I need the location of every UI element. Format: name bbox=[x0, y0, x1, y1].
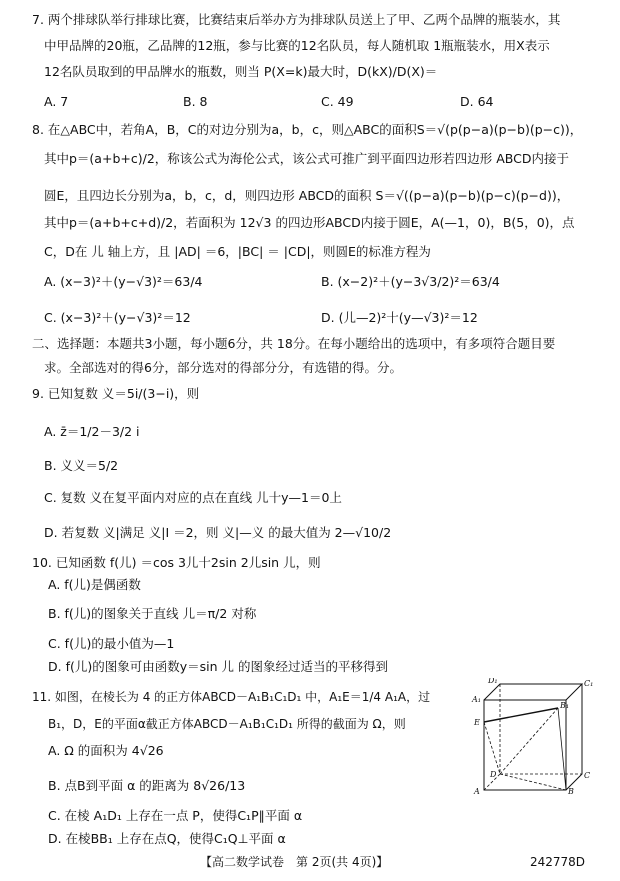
q10-option-c: C. f(儿)的最小值为—1 bbox=[48, 636, 175, 651]
label-b1: B₁ bbox=[560, 701, 570, 710]
q9-option-c: C. 复数 义在复平面内对应的点在直线 儿十y—1＝0上 bbox=[44, 490, 342, 505]
label-c1: C₁ bbox=[584, 679, 594, 688]
q10-stem: 10. 已知函数 f(儿) ＝cos 3儿十2sin 2儿sin 儿，则 bbox=[32, 555, 321, 570]
section-line-e-d bbox=[484, 722, 500, 774]
q7-line-1: 7. 两个排球队举行排球比赛，比赛结束后举办方为排球队员送上了甲、乙两个品牌的瓶装水，其 bbox=[32, 12, 561, 27]
label-a: A bbox=[474, 787, 480, 796]
q8-line-4: 其中p＝(a+b+c+d)/2，若面积为 12√3 的四边形ABCD内接于圆E，A(—1，0)，B(5，0)，点 bbox=[44, 215, 575, 230]
cube-right-edges bbox=[566, 684, 582, 790]
q10-option-a: A. f(儿)是偶函数 bbox=[48, 577, 141, 592]
q10-option-b: B. f(儿)的图象关于直线 儿＝π/2 对称 bbox=[48, 606, 257, 621]
q8-option-a: A. (x−3)²＋(y−√3)²＝63/4 bbox=[44, 274, 203, 289]
q11-line-2: B₁，D，E的平面α截正方体ABCD－A₁B₁C₁D₁ 所得的截面为 Ω，则 bbox=[48, 717, 406, 731]
q11-line-1: 11. 如图，在棱长为 4 的正方体ABCD－A₁B₁C₁D₁ 中，A₁E＝1/4 A₁A，过 bbox=[32, 690, 431, 704]
q8-option-d: D. (儿—2)²十(y—√3)²＝12 bbox=[321, 310, 478, 325]
q7-option-b: B. 8 bbox=[183, 94, 208, 109]
q10-option-d: D. f(儿)的图象可由函数y＝sin 儿 的图象经过适当的平移得到 bbox=[48, 659, 388, 674]
q8-option-c: C. (x−3)²＋(y−√3)²＝12 bbox=[44, 310, 191, 325]
section2-line-1: 二、选择题：本题共3小题，每小题6分，共 18分。在每小题给出的选项中，有多项符合题目要 bbox=[32, 336, 556, 351]
q7-line-3: 12名队员取到的甲品牌水的瓶数，则当 P(X=k)最大时，D(kX)/D(X)＝ bbox=[44, 64, 438, 79]
section-line-b1-b bbox=[558, 708, 566, 790]
q9-option-d: D. 若复数 义|满足 义|I ＝2，则 义|—义 的最大值为 2—√10/2 bbox=[44, 525, 392, 540]
q8-line-2: 其中p＝(a+b+c)/2，称该公式为海伦公式，该公式可推广到平面四边形若四边形 ABCD内接于 bbox=[44, 151, 570, 166]
q11-option-b: B. 点B到平面 α 的距离为 8√26/13 bbox=[48, 778, 246, 793]
label-e: E bbox=[474, 718, 480, 727]
q7-line-2: 中甲品牌的20瓶，乙品牌的12瓶，参与比赛的12名队员，每人随机取 1瓶瓶装水，用X表示 bbox=[44, 38, 550, 53]
cube-top-edges bbox=[484, 684, 582, 700]
q8-line-1: 8. 在△ABC中，若角A，B，C的对边分别为a，b，c，则△ABC的面积S＝√(p(p−a)(p−b)(p−c))， bbox=[32, 122, 583, 137]
q11-option-a: A. Ω 的面积为 4√26 bbox=[48, 743, 164, 758]
cube-diagram bbox=[470, 678, 598, 796]
q8-option-b: B. (x−2)²＋(y−3√3/2)²＝63/4 bbox=[321, 274, 500, 289]
q9-option-b: B. 义义＝5/2 bbox=[44, 458, 119, 473]
q9-option-a: A. z̄＝1/2－3/2 i bbox=[44, 424, 140, 439]
q11-option-c: C. 在棱 A₁D₁ 上存在一点 P，使得C₁P∥平面 α bbox=[48, 808, 303, 823]
q7-option-d: D. 64 bbox=[460, 94, 494, 109]
q7-option-a: A. 7 bbox=[44, 94, 69, 109]
label-a1: A₁ bbox=[472, 695, 481, 704]
section-line-e-b1 bbox=[484, 708, 558, 722]
q8-line-3: 圆E，且四边长分别为a，b，c，d，则四边形 ABCD的面积 S＝√((p−a)(p−b)(p−c)(p−d))， bbox=[44, 188, 570, 203]
q9-stem: 9. 已知复数 义＝5i/(3−i)，则 bbox=[32, 386, 200, 401]
label-b: B bbox=[568, 787, 574, 796]
label-d: D bbox=[490, 770, 497, 779]
label-d1: D₁ bbox=[488, 678, 498, 685]
q8-line-5: C，D在 儿 轴上方，且 |AD| ＝6，|BC| ＝ |CD|，则圆E的标准方程为 bbox=[44, 244, 431, 259]
section-line-d-b bbox=[500, 774, 566, 790]
footer-code: 242778D bbox=[530, 855, 586, 869]
footer-title: 【高二数学试卷 第 2页(共 4页)】 bbox=[200, 855, 389, 869]
section2-line-2: 求。全部选对的得6分，部分选对的得部分分，有选错的得。分。 bbox=[44, 360, 402, 375]
cube-figure bbox=[470, 678, 598, 796]
label-c: C bbox=[584, 771, 591, 780]
q7-option-c: C. 49 bbox=[321, 94, 354, 109]
q11-option-d: D. 在棱BB₁ 上存在点Q，使得C₁Q⊥平面 α bbox=[48, 831, 286, 846]
